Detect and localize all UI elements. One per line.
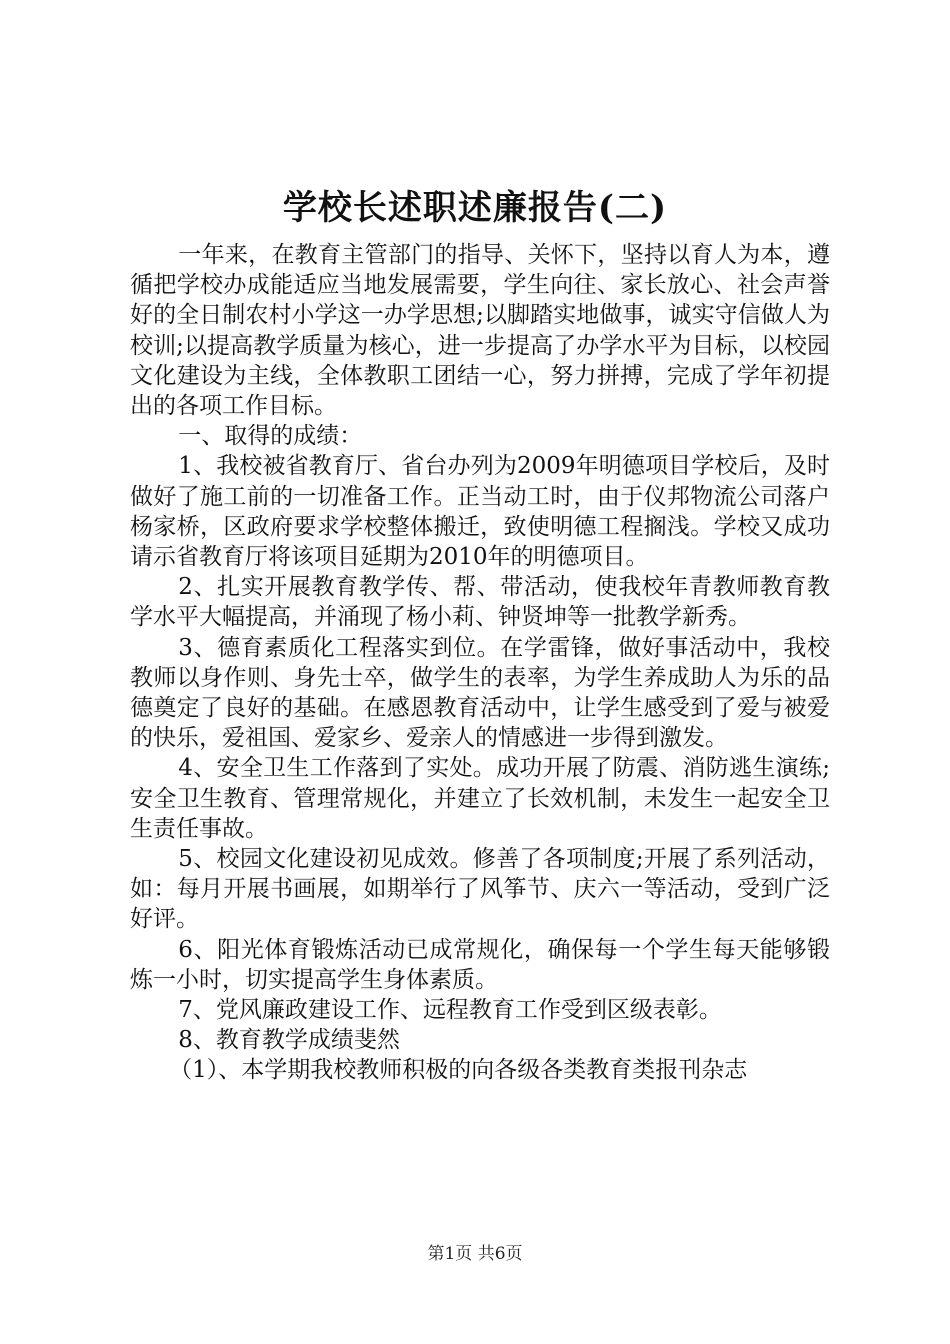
section-heading-achievements: 一、取得的成绩： (178, 423, 363, 450)
paragraph-item-2: 2、扎实开展教育教学传、帮、带活动，使我校年青教师教育教学水平大幅提高，并涌现了杨小莉、钟贤坤等一批教学新秀。 (130, 574, 830, 631)
document-title: 学校长述职述廉报告(二) (282, 188, 668, 228)
document-body (130, 240, 830, 1086)
paragraph-item-5: 5、校园文化建设初见成效。修善了各项制度;开展了系列活动，如：每月开展书画展，如期举行了风筝节、庆六一等活动，受到广泛好评。 (130, 846, 830, 933)
page-footer: 第1页 共6页 (427, 1244, 523, 1264)
paragraph-item-3: 3、德育素质化工程落实到位。在学雷锋，做好事活动中，我校教师以身作则、身先士卒，做学生的表率，为学生养成助人为乐的品德奠定了良好的基础。在感恩教育活动中，让学生感受到了爱与被爱的快乐，爱祖国、爱家乡、爱亲人的情感进一步得到激发。 (130, 634, 830, 752)
paragraph-item-6: 6、阳光体育锻炼活动已成常规化，确保每一个学生每天能够锻炼一小时，切实提高学生身体素质。 (130, 936, 830, 993)
paragraph-item-1: 1、我校被省教育厅、省台办列为2009年明德项目学校后，及时做好了施工前的一切准备工作。正当动工时，由于仪邦物流公司落户杨家桥，区政府要求学校整体搬迁，致使明德工程搁浅。学校又成功请示省教育厅将该项目延期为2010年的明德项目。 (130, 453, 830, 571)
paragraph-item-4: 4、安全卫生工作落到了实处。成功开展了防震、消防逃生演练;安全卫生教育、管理常规化，并建立了长效机制，未发生一起安全卫生责任事故。 (130, 755, 830, 842)
paragraph-intro: 一年来，在教育主管部门的指导、关怀下，坚持以育人为本，遵循把学校办成能适应当地发展需要，学生向往、家长放心、社会声誉好的全日制农村小学这一办学思想;以脚踏实地做事，诚实守信做人为校训;以提高教学质量为核心，进一步提高了办学水平为目标，以校园文化建设为主线，全体教职工团结一心，努力拼搏，完成了学年初提出的各项工作目标。 (130, 242, 830, 420)
paragraph-item-7: 7、党风廉政建设工作、远程教育工作受到区级表彰。 (178, 997, 722, 1024)
paragraph-item-8: 8、教育教学成绩斐然 (178, 1027, 400, 1054)
paragraph-item-8-1: （1）、本学期我校教师积极的向各级各类教育类报刊杂志 (169, 1057, 748, 1084)
